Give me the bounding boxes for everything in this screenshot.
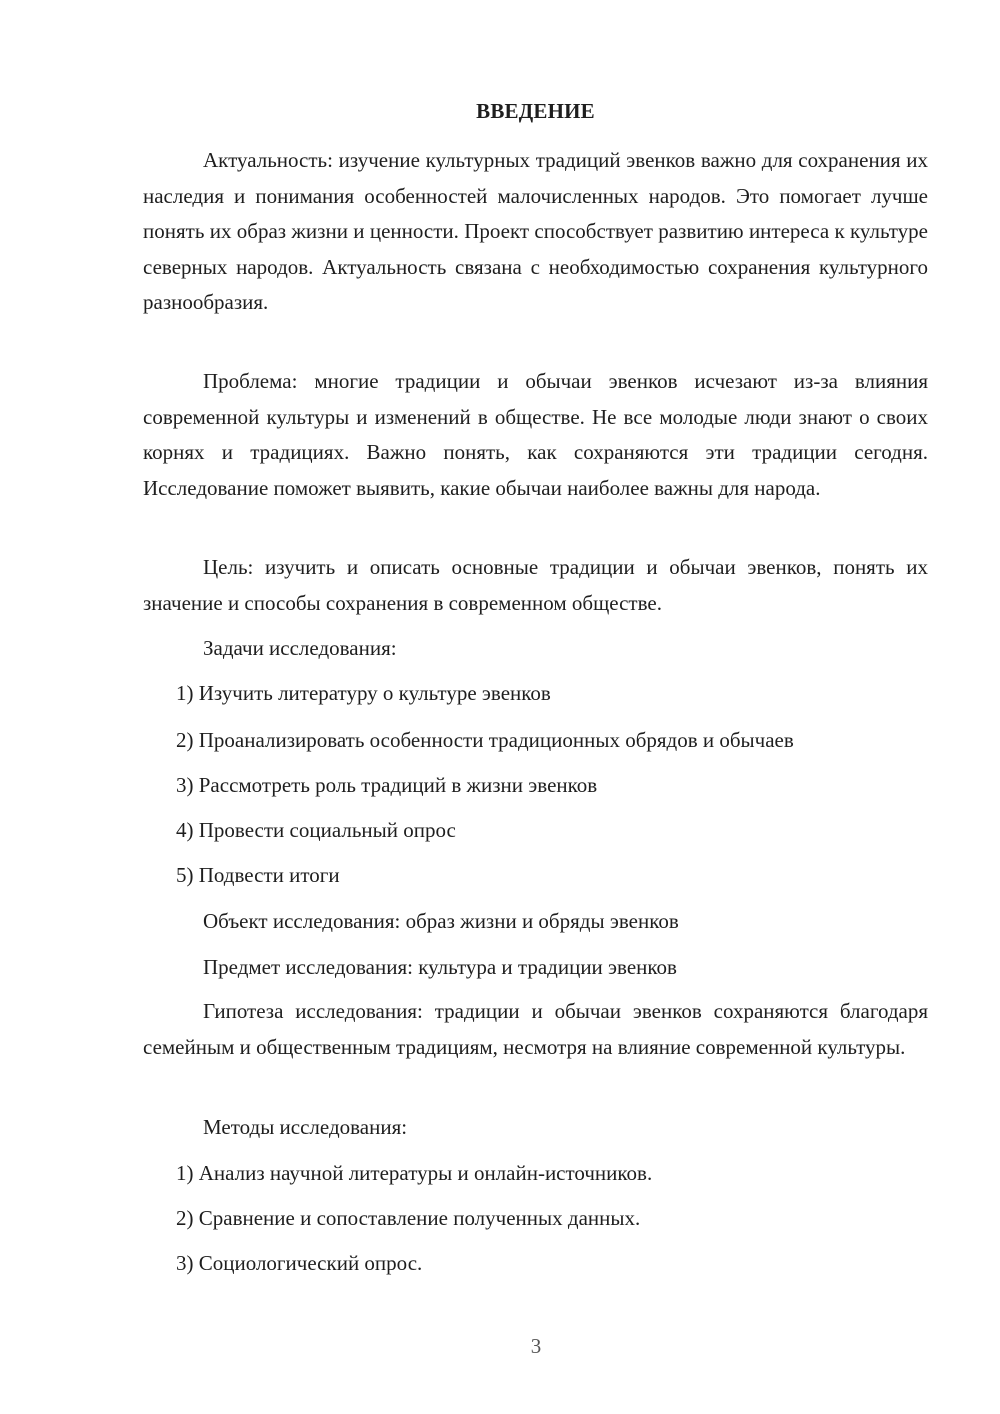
paragraph-problem: Проблема: многие традиции и обычаи эвенков исчезают из-за влияния современной культуры и изменений в обществе. Не все молодые люди знают о своих корнях и традициях. Важно понять, как сохраняются эти традиции сегодня. Исследование поможет выявить, какие обычаи наиболее важны для народа. [143,369,928,500]
task-item: 2) Проанализировать особенности традиционных обрядов и обычаев [176,728,794,752]
tasks-heading: Задачи исследования: [203,636,397,660]
task-item: 4) Провести социальный опрос [176,818,456,842]
task-item: 1) Изучить литературу о культуре эвенков [176,681,551,705]
methods-heading: Методы исследования: [203,1115,408,1139]
paragraph-relevance: Актуальность: изучение культурных традиций эвенков важно для сохранения их наследия и понимания особенностей малочисленных народов. Это помогает лучше понять их образ жизни и ценности. Проект способствует развитию интереса к культуре северных народов. Актуальность связана с необходимостью сохранения культурного разнообразия. [143,148,928,314]
method-item: 2) Сравнение и сопоставление полученных данных. [176,1206,641,1230]
paragraph-hypothesis: Гипотеза исследования: традиции и обычаи эвенков сохраняются благодаря семейным и общественным традициям, несмотря на влияние современной культуры. [143,999,928,1059]
method-item: 1) Анализ научной литературы и онлайн-источников. [176,1161,653,1185]
task-item: 5) Подвести итоги [176,863,340,887]
page-number: 3 [530,1334,542,1358]
method-item: 3) Социологический опрос. [176,1251,423,1275]
paragraph-goal: Цель: изучить и описать основные традиции и обычаи эвенков, понять их значение и способы сохранения в современном обществе. [143,555,928,615]
research-subject: Предмет исследования: культура и традиции эвенков [203,955,677,979]
task-item: 3) Рассмотреть роль традиций в жизни эвенков [176,773,598,797]
page-title: ВВЕДЕНИЕ [476,99,595,123]
research-object: Объект исследования: образ жизни и обряды эвенков [203,909,679,933]
